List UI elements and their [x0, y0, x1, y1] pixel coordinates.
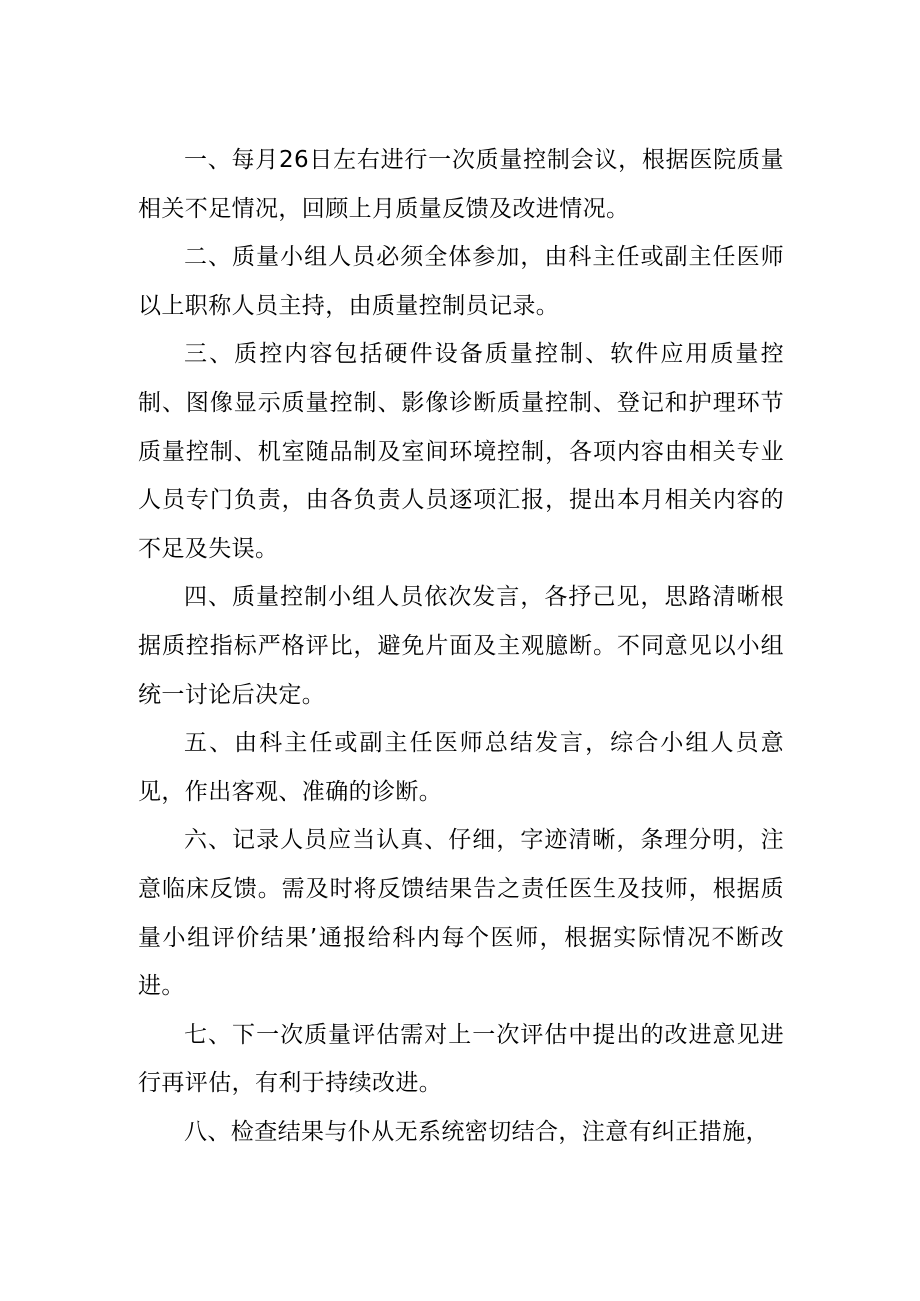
paragraph-6: 六、记录人员应当认真、仔细，字迹清晰，条理分明，注意临床反馈。需及时将反馈结果告之责任医生及技师，根据质量小组评价结果’通报给科内每个医师，根据实际情况不断改进。	[138, 827, 784, 1000]
paragraph-3: 三、质控内容包括硬件设备质量控制、软件应用质量控制、图像显示质量控制、影像诊断质量控制、登记和护理环节质量控制、机室随品制及室间环境控制，各项内容由相关专业人员专门负责，由各负责人员逐项汇报，提出本月相关内容的不足及失误。	[138, 341, 784, 562]
paragraph-2: 二、质量小组人员必须全体参加，由科主任或副主任医师以上职称人员主持，由质量控制员记录。	[138, 244, 784, 319]
paragraph-5: 五、由科主任或副主任医师总结发言，综合小组人员意见，作出客观、准确的诊断。	[138, 730, 784, 805]
paragraph-4: 四、质量控制小组人员依次发言，各抒己见，思路清晰根据质控指标严格评比，避免片面及主观臆断。不同意见以小组统一讨论后决定。	[138, 584, 784, 708]
paragraph-1: 一、每月26日左右进行一次质量控制会议，根据医院质量相关不足情况，回顾上月质量反馈及改进情况。	[138, 147, 784, 222]
paragraph-7: 七、下一次质量评估需对上一次评估中提出的改进意见进行再评估，有利于持续改进。	[138, 1021, 784, 1097]
document-body	[138, 136, 784, 1156]
paragraph-8: 八、检查结果与仆从无系统密切结合，注意有纠正措施，	[184, 1118, 769, 1145]
